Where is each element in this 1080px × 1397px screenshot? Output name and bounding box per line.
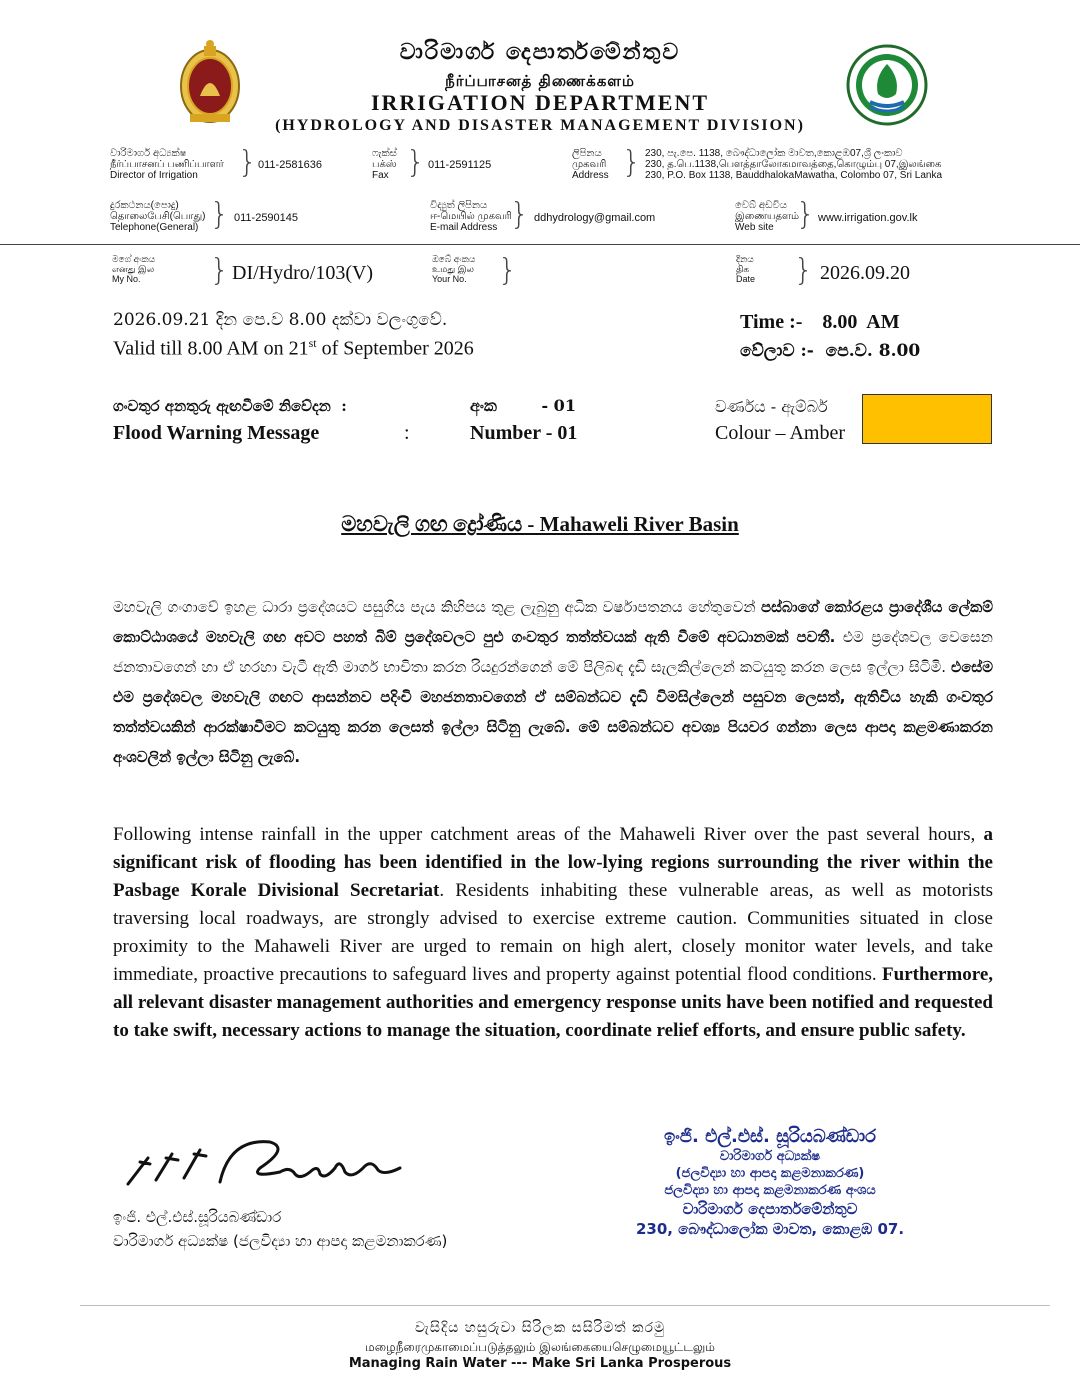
colour-english: Colour – Amber [715,422,845,444]
address-value: 230, පැ.පෙ. 1138, බෞද්ධාලෝක මාවත,කොළඹ07,ශ්‍රී ලංකාව 230, த.பெ.1138,பௌத்தாலோகமாவத்தை,கொழும்பு 07,இலங்கை 230, P.O. Box 1138, BauddhalokaMawatha, Colombo 07, Sri Lanka [645,148,943,181]
website-label: වෙබ් අඩවිය இணையதளம் Web site [735,200,800,233]
irrigation-department-logo [846,44,928,126]
time-english: Time :- 8.00 AM [740,311,900,333]
basin-title: මහවැලි ගඟ ද්‍රෝණිය - Mahaweli River Basin [341,512,739,536]
colour-sinhala: වර්ණය - ඇම්බර් [715,397,828,416]
handwritten-signature [120,1128,410,1198]
warning-label-english: Flood Warning Message [113,422,320,444]
notice-paragraph-sinhala: මහවැලි ගංගාවේ ඉහළ ධාරා ප්‍රදේශයට පසුගිය පැය කිහිපය තුළ ලැබුනු අධික වර්ෂාපතනය හේතුවෙන් පස්බාගේ කෝරළය ප්‍රාදේශීය ලේකම් කොට්ඨාශයේ මහවැලි ගඟ අවට පහත් බිම් ප්‍රදේශවලට පුළු ගංවතුර තත්ත්වයක් ඇති වීමේ අවධානමක් පවතී. එම ප්‍රදේශවල වෙසෙන ජනතාවගෙන් හා ඒ හරහා වැටී ඇති මාර්ග භාවිතා කරන රියදුරන්ගෙන් මේ පිලිබඳ දැඩි සැලකිල්ලෙන් කටයුතු කරන ලෙස ඉල්ලා සිටිමි. එසේම එම ප්‍රදේශවල මහවැලි ගඟට ආසන්නව පදිංචි මහජනතාවගෙන් ඒ සම්බන්ධව දැඩි විමසිල්ලෙන් පසුවන ලෙසත්, ඇතිවිය හැකි ගංවතුර තත්ත්වයකින් ආරක්ෂාවීමට කටයුතු කරන ලෙසත් ඉල්ලා සිටිනු ලැබේ. මේ සම්බන්ධව අවශ්‍ය පියවර ගන්නා ලෙස ආපදා කළමණාකරන අංශවලින් ඉල්ලා සිටිනු ලැබේ. [113,598,993,766]
brace: } [510,197,530,232]
time-sinhala: වේලාව :- පෙ.ව. 8.00 [740,341,921,361]
notice-paragraph-english: Following intense rainfall in the upper catchment areas of the Mahaweli River over the past several hours, a significant risk of flooding has been identified in the low-lying regions surrounding the river within the Pasbage Korale Divisional Secretariat. Residents inhabiting these vulnerable areas, as well as motorists traversing local roadways, are strongly advised to exercise extreme caution. Communities situated in close proximity to the Mahaweli River are urged to remain on high alert, closely monitor water levels, and take immediate, proactive precautions to safeguard lives and property against potential flood conditions. Furthermore, all relevant disaster management authorities and emergency response units have been notified and requested to take swift, necessary actions to manage the situation, coordinate relief efforts, and ensure public safety. [113,824,993,1041]
brace: } [210,197,230,232]
divider [80,1305,1050,1306]
brace: } [210,253,230,288]
signatory-name: ඉංජි. එල්.එස්.සූරියබණ්ඩාර [113,1208,282,1226]
warning-label-sinhala: ගංවතුර අනතුරු ඇඟවීමේ නිවේදන : [113,397,347,415]
footer-english: Managing Rain Water --- Make Sri Lanka Prosperous [348,1356,732,1371]
address-label: ලිපිනය முகவரி Address [572,148,609,181]
brace: } [794,253,814,288]
brace: } [406,145,426,180]
brace: } [796,197,816,232]
telephone-label: දුරකථනය(පොදු) தொலைபேசி(பொது) Telephone(General) [110,200,206,233]
divider [0,244,1080,245]
official-stamp: ඉංජි. එල්.එස්. සූරියබණ්ඩාර වාරිමාර්ග අධ්‍යක්ෂ (ජලවිද්‍යා හා ආපදා කළමනාකරණ) ජලවිද්‍යා හා ආපදා කළමනාකරණ අංශය වාරිමාර්ග දෙපාර්තමේන්තුව 230, බෞද්ධාලෝක මාවත, කොළඹ 07. [635,1126,905,1238]
footer-tamil: மழைநீரைமுகாமைப்படுத்தலும் இலங்கையைசெழுமையூட்டலும் [365,1340,715,1354]
header-tamil: நீர்ப்பாசனத் திணைக்களம் [445,72,635,90]
brace: } [498,253,518,288]
director-label: වාරිමාර්ග අධ්‍යක්ෂ நீர்ப்பாசனப் பணிப்பாளர் Director of Irrigation [110,148,224,181]
your-no-label: ඔබේ අංකය உமது இல Your No. [432,254,476,284]
validity-english: Valid till 8.00 AM on 21st of September 2026 [113,336,474,360]
header-sinhala: වාරිමාර්ග දෙපාර්තමේන්තුව [399,40,681,65]
date-value: 2026.09.20 [820,262,910,284]
warning-colon: : [404,422,410,444]
header-division: (HYDROLOGY AND DISASTER MANAGEMENT DIVISION) [275,117,805,134]
date-label: දිනය திக Date [736,254,756,284]
validity-sinhala: 2026.09.21 දින පෙ.ව 8.00 දක්වා වලංගුවේ. [113,310,448,330]
my-no-label: මගේ අංකය எனது இல My No. [112,254,156,284]
header-english: IRRIGATION DEPARTMENT [370,90,710,115]
brace: } [238,145,258,180]
email-label: විද්‍යුත් ලිපිනය ஈ-மெயில் முகவரி E-mail Address [430,200,512,233]
footer-sinhala: වැසිදිය හසුරුවා සිරිලක සසිරිමත් කරමු [414,1320,666,1336]
email-address: ddhydrology@gmail.com [534,212,656,224]
number-sinhala: අංක - 01 [470,396,576,415]
telephone-number: 011-2590145 [234,212,299,224]
fax-label: ෆැක්ස් பக்ஸ் Fax [372,148,397,181]
amber-colour-swatch [862,394,992,444]
my-no-value: DI/Hydro/103(V) [232,262,374,284]
fax-number: 011-2591125 [428,159,492,171]
director-phone: 011-2581636 [258,159,323,171]
number-english: Number - 01 [470,422,578,444]
brace: } [622,145,642,180]
website-url: www.irrigation.gov.lk [818,212,918,224]
signatory-title: වාරිමාර්ග අධ්‍යක්ෂ (ජලවිද්‍යා හා ආපදා කළමනාකරණ) [113,1232,448,1250]
